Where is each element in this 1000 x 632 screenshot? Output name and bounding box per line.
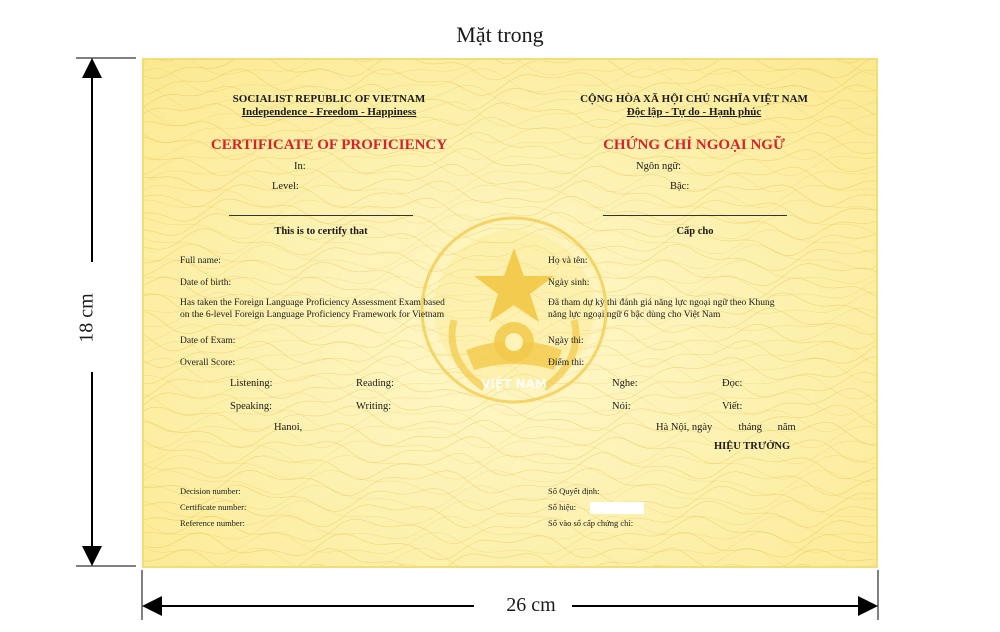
left-listening: Listening: [230,378,273,389]
right-overall: Điểm thi: [548,358,585,368]
right-level: Bậc: [670,181,690,192]
guilloche-wave [144,564,878,568]
guilloche-wave [144,60,878,75]
left-decision: Decision number: [180,486,241,496]
left-certify: This is to certify that [274,226,368,237]
left-taken-line2: on the 6-level Foreign Language Proficiency Framework for Vietnam [180,310,445,320]
guilloche-wave [144,456,878,480]
left-reference-number: Reference number: [180,518,245,528]
svg-text:VIỆT NAM: VIỆT NAM [481,377,547,391]
right-divider [603,215,787,216]
certificate-card [142,58,878,568]
left-dob: Date of birth: [180,278,232,288]
right-writing: Viết: [722,401,743,412]
left-divider [229,215,413,216]
left-country: SOCIALIST REPUBLIC OF VIETNAM [232,93,426,105]
left-cert-number: Certificate number: [180,502,247,512]
guilloche-wave [144,548,878,568]
guilloche-wave [144,154,878,176]
left-title: CERTIFICATE OF PROFICIENCY [210,137,448,153]
guilloche-wave [144,60,878,64]
right-full-name: Họ và tên: [548,256,588,266]
left-place: Hanoi, [274,422,303,433]
redaction-box [590,502,644,514]
width-label: 26 cm [506,594,556,616]
right-listening: Nghe: [612,378,638,389]
right-title: CHỨNG CHỈ NGOẠI NGỮ [603,137,785,153]
guilloche-wave [144,185,878,208]
guilloche-wave [144,181,878,208]
right-certify: Cấp cho [676,226,714,237]
right-cert-number: Số hiệu: [548,502,577,512]
right-language: Ngôn ngữ: [636,161,682,172]
left-writing: Writing: [356,401,392,412]
left-date-exam: Date of Exam: [180,336,236,346]
guilloche-wave [144,516,878,544]
guilloche-wave [144,532,878,554]
guilloche-wave [144,485,878,509]
left-language: In: [294,161,306,172]
right-signer: HIỆU TRƯỞNG [714,441,791,452]
left-taken-line1: Has taken the Foreign Language Proficiency Assessment Exam based [180,298,445,308]
right-taken-line2: năng lực ngoại ngữ 6 bậc dùng cho Việt Nam [548,310,721,320]
right-motto: Độc lập - Tự do - Hạnh phúc [626,106,762,118]
left-level: Level: [272,181,299,192]
guilloche-wave [144,468,878,496]
right-taken-line1: Đã tham dự kỳ thi đánh giá năng lực ngoại ngữ theo Khung [548,298,775,308]
right-place-date: Hà Nội, ngày tháng năm [656,422,796,433]
right-reading: Đọc: [722,378,743,389]
left-reading: Reading: [356,378,394,389]
right-country: CỘNG HÒA XÃ HỘI CHỦ NGHĨA VIỆT NAM [580,93,808,105]
left-motto: Independence - Freedom - Happiness [241,106,417,118]
left-speaking: Speaking: [230,401,272,412]
guilloche-wave [144,484,878,511]
page-caption: Mặt trong [456,22,544,47]
guilloche-wave [144,564,878,568]
right-decision: Số Quyết định: [548,486,600,496]
right-dob: Ngày sinh: [548,278,590,288]
right-reference-number: Số vào sổ cấp chứng chỉ: [548,518,634,528]
height-label: 18 cm [75,293,98,343]
right-date-exam: Ngày thi: [548,336,584,346]
right-speaking: Nói: [612,401,631,412]
guilloche-wave [144,501,878,525]
left-full-name: Full name: [180,256,221,266]
left-overall: Overall Score: [180,358,236,368]
